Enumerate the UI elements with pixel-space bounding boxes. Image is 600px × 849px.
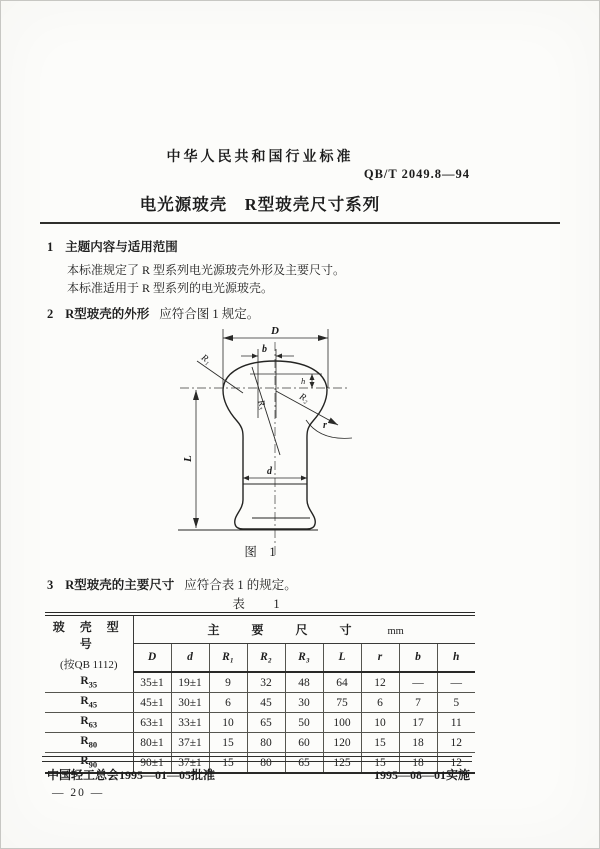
cell-r: 12: [361, 672, 399, 693]
cell-D: 45±1: [133, 693, 171, 713]
cell-D: 80±1: [133, 733, 171, 753]
cell-L: 120: [323, 733, 361, 753]
dim-label-D: D: [271, 325, 279, 337]
cell-h: 12: [437, 733, 475, 753]
cell-r: 15: [361, 733, 399, 753]
cell-R2: 65: [247, 713, 285, 733]
col-header-d: d: [171, 643, 209, 672]
table-header-span: [133, 614, 475, 643]
cell-R1: 10: [209, 713, 247, 733]
dim-label-L: L: [182, 455, 194, 462]
dim-label-h: h: [301, 376, 306, 386]
footer-divider: [42, 756, 472, 762]
model-name: $R_{45}$: [45, 693, 133, 713]
col-header-R2: R₂: [247, 643, 285, 672]
cell-b: 17: [399, 713, 437, 733]
cell-b: 7: [399, 693, 437, 713]
cell-r: 10: [361, 713, 399, 733]
cell-R3: 50: [285, 713, 323, 733]
section-2-number: 2: [47, 307, 54, 321]
section-3-heading: [47, 575, 297, 593]
title-divider: [40, 222, 560, 224]
section-3-text: 应符合表 1 的规定。: [184, 578, 297, 592]
cell-r: 15: [361, 753, 399, 774]
cell-D: 63±1: [133, 713, 171, 733]
cell-h: —: [437, 672, 475, 693]
col-header-r: r: [361, 643, 399, 672]
figure-1-caption: 图 1: [244, 545, 276, 559]
cell-R1: 9: [209, 672, 247, 693]
model-header-line1: 玻 壳 型 号: [52, 620, 125, 651]
cell-R3: 65: [285, 753, 323, 774]
cell-d: 30±1: [171, 693, 209, 713]
cell-h: 11: [437, 713, 475, 733]
section-2-title: R型玻壳的外形: [65, 307, 150, 321]
dim-b-lines: [241, 349, 294, 418]
table-row: [45, 733, 475, 753]
col-header-R3: R₃: [285, 643, 323, 672]
implementation-text: 1995—08—01实施: [373, 768, 470, 782]
cell-R3: 60: [285, 733, 323, 753]
model-name: $R_{35}$: [45, 672, 133, 693]
table-header-row-1: [45, 614, 475, 643]
cell-d: 37±1: [171, 733, 209, 753]
table-row: [45, 672, 475, 693]
standard-code: QB/T 2049.8—94: [363, 167, 470, 181]
cell-r: 6: [361, 693, 399, 713]
model-name: $R_{90}$: [45, 753, 133, 774]
cell-R3: 48: [285, 672, 323, 693]
figure-1-bulb-drawing: [170, 322, 430, 564]
cell-R2: 80: [247, 753, 285, 774]
cell-d: 19±1: [171, 672, 209, 693]
model-name: $R_{80}$: [45, 733, 133, 753]
cell-L: 125: [323, 753, 361, 774]
dimensions-table: [45, 612, 475, 774]
col-header-D: D: [133, 643, 171, 672]
section-1-number: 1: [47, 240, 54, 254]
model-name: $R_{63}$: [45, 713, 133, 733]
section-1-paragraph-2: 本标准适用于 R 型系列的电光源玻壳。: [67, 281, 274, 295]
cell-R1: 6: [209, 693, 247, 713]
cell-L: 64: [323, 672, 361, 693]
table-row: [45, 713, 475, 733]
cell-R2: 32: [247, 672, 285, 693]
cell-D: 35±1: [133, 672, 171, 693]
cell-b: 18: [399, 733, 437, 753]
section-1-title: 主题内容与适用范围: [65, 240, 178, 254]
page-number: — 20 —: [52, 787, 105, 799]
dim-label-r: r: [323, 420, 327, 431]
col-header-h: h: [437, 643, 475, 672]
section-3-number: 3: [47, 578, 54, 592]
model-header-line2: (按QB 1112): [59, 659, 118, 671]
cell-R3: 30: [285, 693, 323, 713]
cell-R1: 15: [209, 753, 247, 774]
section-3-title: R型玻壳的主要尺寸: [65, 578, 175, 592]
dim-label-R2: R₂: [297, 392, 311, 406]
cell-h: 5: [437, 693, 475, 713]
radius-r-leader: [306, 420, 352, 438]
dim-label-b: b: [262, 344, 267, 355]
cell-R2: 45: [247, 693, 285, 713]
col-header-R1: R₁: [209, 643, 247, 672]
cell-b: —: [399, 672, 437, 693]
cell-h: 12: [450, 756, 462, 769]
section-2-heading: [47, 304, 259, 322]
cell-b: 18: [399, 753, 437, 774]
section-1-heading: [47, 237, 178, 255]
approval-text: 中国轻工总会1995—01—05批准: [47, 768, 216, 782]
cell-R2: 80: [247, 733, 285, 753]
table-header-model: [45, 614, 133, 672]
main-dimensions-label: 主要尺寸: [207, 622, 384, 637]
table-row: [45, 693, 475, 713]
cell-d: 37±1: [171, 753, 209, 774]
cell-L: 100: [323, 713, 361, 733]
cell-D: 90±1: [133, 753, 171, 774]
dim-label-R1: R₁: [199, 353, 213, 367]
dim-label-R3: R₃: [255, 398, 268, 411]
section-1-paragraph-1: 本标准规定了 R 型系列电光源玻壳外形及主要尺寸。: [67, 263, 346, 277]
page-title: 电光源玻壳 R型玻壳尺寸系列: [139, 195, 381, 214]
dim-label-d: d: [267, 466, 272, 477]
unit-label: mm: [387, 625, 404, 637]
cell-d: 33±1: [171, 713, 209, 733]
col-header-L: L: [323, 643, 361, 672]
col-header-b: b: [399, 643, 437, 672]
cell-L: 75: [323, 693, 361, 713]
table-1-caption: 表 1: [232, 597, 288, 611]
section-2-text: 应符合图 1 规定。: [159, 307, 260, 321]
cell-R1: 15: [209, 733, 247, 753]
standard-header: 中华人民共和国行业标准: [166, 150, 354, 165]
